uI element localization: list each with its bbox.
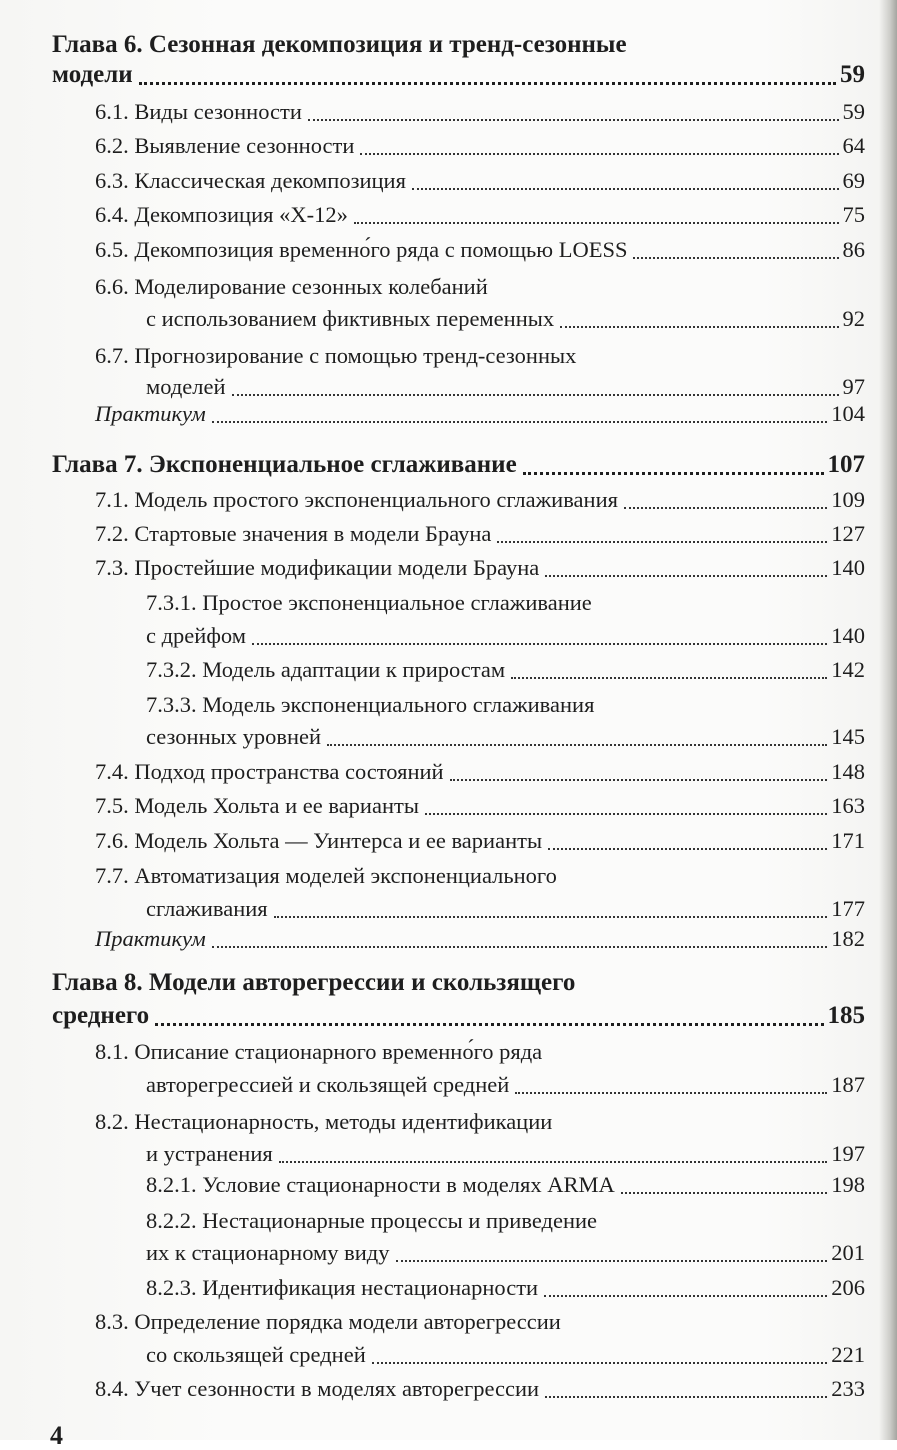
toc-entry-page: 171	[831, 828, 865, 853]
dot-leader	[372, 1338, 828, 1372]
dot-leader	[450, 755, 828, 789]
toc-entry-title: модели	[52, 61, 133, 88]
toc-entry	[146, 1236, 865, 1270]
toc-entry-page: 145	[831, 724, 865, 749]
toc-entry-page: 177	[831, 896, 865, 921]
dot-leader	[545, 1372, 827, 1406]
dot-leader	[212, 922, 827, 956]
toc-entry	[95, 859, 865, 893]
toc-entry	[146, 1068, 865, 1102]
page-number: 4	[50, 1421, 63, 1450]
dot-leader	[544, 1271, 827, 1305]
dot-leader	[252, 619, 827, 653]
dot-leader	[155, 999, 823, 1033]
toc-entry	[95, 789, 865, 823]
dot-leader	[545, 551, 827, 585]
toc-entry-title: Глава 8. Модели авторегрессии и скользящего	[52, 969, 576, 996]
toc-entry-page: 107	[827, 451, 865, 478]
toc-entry	[146, 688, 865, 722]
dot-leader	[511, 653, 827, 687]
toc-entry	[146, 619, 865, 653]
toc-entry	[146, 720, 865, 754]
toc-entry-page: 201	[831, 1240, 865, 1265]
dot-leader	[139, 58, 836, 92]
toc-entry-title: 6.6. Моделирование сезонных колебаний	[95, 274, 488, 299]
toc-entry-title: Практикум	[95, 401, 206, 426]
toc-entry	[95, 551, 865, 585]
toc-entry	[146, 892, 865, 926]
toc-entry	[146, 653, 865, 687]
toc-entry-page: 198	[831, 1172, 865, 1197]
toc-entry	[95, 270, 865, 304]
toc-entry-page: 86	[842, 237, 865, 262]
toc-entry-title: 8.2.1. Условие стационарности в моделях ARMA	[146, 1172, 615, 1197]
toc-entry-title: 6.3. Классическая декомпозиция	[95, 168, 406, 193]
toc-entry	[95, 922, 865, 956]
dot-leader	[621, 1168, 828, 1202]
toc-entry	[146, 1137, 865, 1171]
toc-entry-title: 8.2. Нестационарность, методы идентификации	[95, 1109, 553, 1134]
toc-entry	[95, 1372, 865, 1406]
dot-leader	[308, 95, 839, 129]
toc-entry-title: 8.1. Описание стационарного временно́го ряда	[95, 1039, 543, 1064]
toc-entry-title: 7.2. Стартовые значения в модели Брауна	[95, 521, 492, 546]
toc-entry-page: 163	[831, 793, 865, 818]
toc-entry	[95, 95, 865, 129]
toc-entry-title: 7.3.3. Модель экспоненциального сглаживания	[146, 692, 595, 717]
dot-leader	[515, 1068, 827, 1102]
toc-entry-title: Практикум	[95, 926, 206, 951]
dot-leader	[624, 483, 827, 517]
toc-entry	[146, 1204, 865, 1238]
toc-entry-title: 7.6. Модель Хольта — Уинтерса и ее варианты	[95, 828, 543, 853]
toc-entry-title: среднего	[52, 1002, 150, 1029]
toc-entry-title: 6.4. Декомпозиция «Х-12»	[95, 202, 348, 227]
dot-leader	[548, 824, 827, 858]
toc-entry	[95, 397, 865, 431]
toc-entry	[146, 1338, 865, 1372]
toc-entry	[95, 1105, 865, 1139]
toc-entry-page: 59	[842, 99, 865, 124]
toc-entry	[52, 28, 865, 62]
toc-entry-title: и устранения	[146, 1141, 273, 1166]
toc-entry	[52, 999, 865, 1033]
toc-entry-title: Глава 6. Сезонная декомпозиция и тренд-сезонные	[52, 31, 627, 58]
toc-entry	[52, 58, 865, 92]
toc-entry-title: 7.3.1. Простое экспоненциальное сглаживание	[146, 590, 592, 615]
dot-leader	[497, 517, 827, 551]
toc-entry-page: 142	[831, 657, 865, 682]
toc-entry	[52, 966, 865, 1000]
dot-leader	[633, 233, 838, 267]
toc-entry	[95, 517, 865, 551]
toc-entry	[95, 1305, 865, 1339]
toc-entry-title: сглаживания	[146, 896, 268, 921]
toc-entry-title: с использованием фиктивных переменных	[146, 306, 555, 331]
toc-entry	[95, 755, 865, 789]
toc-entry-page: 64	[842, 133, 865, 158]
toc-entry-title: 8.2.3. Идентификация нестационарности	[146, 1275, 539, 1300]
dot-leader	[425, 789, 827, 823]
toc-entry	[95, 129, 865, 163]
toc-entry	[95, 339, 865, 373]
dot-leader	[212, 397, 827, 431]
toc-entry	[95, 824, 865, 858]
toc-entry-title: 6.5. Декомпозиция временно́го ряда с помощью LOESS	[95, 237, 628, 262]
toc-entry-page: 140	[831, 555, 865, 580]
toc-entry-title: 6.2. Выявление сезонности	[95, 133, 355, 158]
toc-entry-page: 75	[842, 202, 865, 227]
dot-leader	[279, 1137, 828, 1171]
toc-entry-title: их к стационарному виду	[146, 1240, 390, 1265]
toc-entry-title: 8.4. Учет сезонности в моделях авторегрессии	[95, 1376, 540, 1401]
toc-entry-title: с дрейфом	[146, 623, 246, 648]
toc-entry-page: 185	[827, 1002, 865, 1029]
dot-leader	[274, 892, 828, 926]
toc-entry-page: 140	[831, 623, 865, 648]
toc-entry-page: 148	[831, 759, 865, 784]
toc-entry-title: 8.3. Определение порядка модели авторегрессии	[95, 1309, 561, 1334]
toc-entry	[95, 198, 865, 232]
page-edge-shadow	[879, 0, 897, 1440]
toc-entry-page: 182	[831, 926, 865, 951]
toc-entry-page: 69	[842, 168, 865, 193]
toc-entry-page: 187	[831, 1072, 865, 1097]
toc-entry-page: 221	[831, 1342, 865, 1367]
toc-entry-page: 127	[831, 521, 865, 546]
toc-entry	[146, 302, 865, 336]
toc-entry	[146, 586, 865, 620]
toc-entry-title: 8.2.2. Нестационарные процессы и приведение	[146, 1208, 598, 1233]
toc-entry-page: 104	[831, 401, 865, 426]
toc-entry-title: со скользящей средней	[146, 1342, 366, 1367]
dot-leader	[360, 129, 838, 163]
toc-entry	[146, 1271, 865, 1305]
toc-entry	[95, 233, 865, 267]
toc-entry-title: 7.3. Простейшие модификации модели Брауна	[95, 555, 540, 580]
toc-entry-title: 7.1. Модель простого экспоненциального сглаживания	[95, 487, 618, 512]
toc-entry-title: 7.7. Автоматизация моделей экспоненциального	[95, 863, 557, 888]
toc-entry-title: моделей	[146, 374, 226, 399]
toc-entry-title: 6.1. Виды сезонности	[95, 99, 302, 124]
toc-entry-title: сезонных уровней	[146, 724, 322, 749]
toc-entry-page: 197	[831, 1141, 865, 1166]
dot-leader	[354, 198, 839, 232]
toc-entry-title: 7.4. Подход пространства состояний	[95, 759, 444, 784]
toc-entry-page: 206	[831, 1275, 865, 1300]
toc-entry-page: 59	[840, 61, 865, 88]
dot-leader	[412, 164, 839, 198]
toc-entry	[95, 164, 865, 198]
dot-leader	[560, 302, 838, 336]
toc-entry-page: 97	[842, 374, 865, 399]
dot-leader	[523, 448, 824, 482]
toc-entry	[146, 1168, 865, 1202]
toc-entry-title: 7.3.2. Модель адаптации к приростам	[146, 657, 506, 682]
toc-entry-page: 92	[842, 306, 865, 331]
toc-entry	[95, 1035, 865, 1069]
toc-entry-title: авторегрессией и скользящей средней	[146, 1072, 510, 1097]
toc-entry	[52, 448, 865, 482]
toc-entry-page: 233	[831, 1376, 865, 1401]
dot-leader	[327, 720, 827, 754]
toc-entry-title: 7.5. Модель Хольта и ее варианты	[95, 793, 419, 818]
dot-leader	[396, 1236, 828, 1270]
toc-entry	[95, 483, 865, 517]
toc-entry-title: 6.7. Прогнозирование с помощью тренд-сезонных	[95, 343, 577, 368]
toc-entry-page: 109	[831, 487, 865, 512]
toc-entry-title: Глава 7. Экспоненциальное сглаживание	[52, 451, 517, 478]
